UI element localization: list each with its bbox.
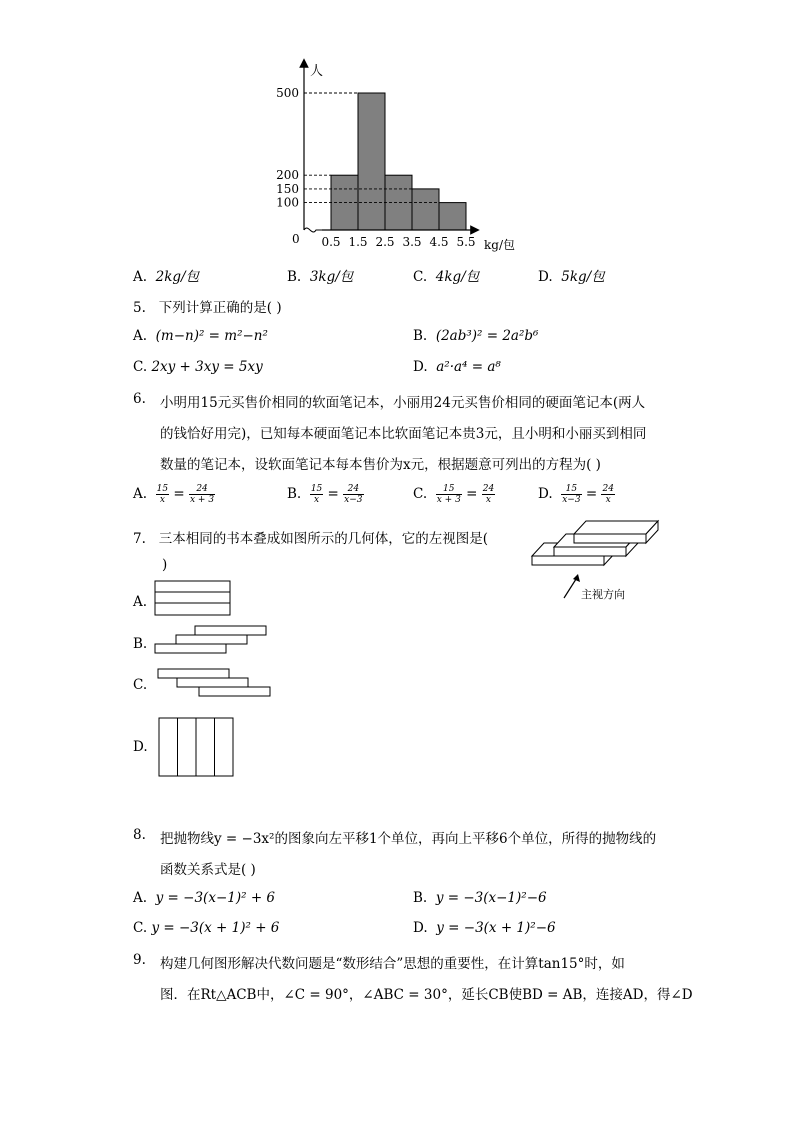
q7-option-c-figure[interactable] <box>155 667 273 699</box>
q7-option-b-label[interactable]: B. <box>133 636 148 652</box>
q7-stem: 7. 三本相同的书本叠成如图所示的几何体，它的左视图是( <box>133 531 489 547</box>
q5-option-a[interactable]: A. (m−n)² = m²−n² <box>133 328 268 344</box>
q4-option-c[interactable]: C. 4kg/包 <box>413 269 480 285</box>
q8-line-1: 把抛物线y = −3x²的图象向左平移1个单位，再向上平移6个单位，所得的抛物线的 <box>160 831 657 847</box>
histogram-chart <box>270 55 530 260</box>
q7-option-a-figure[interactable] <box>153 580 233 618</box>
origin-label: 0 <box>292 232 300 246</box>
q7-view-label: 主视方向 <box>581 588 625 601</box>
histogram-bar <box>412 189 439 230</box>
q6-option-d[interactable]: D. $\frac{15}{x-3}$ = $\frac{24}{x}$ <box>538 484 614 505</box>
q6-line-1: 小明用15元买售价相同的软面笔记本，小丽用24元买售价相同的硬面笔记本(两人 <box>160 395 646 411</box>
histogram-bar <box>358 93 385 230</box>
y-tick-label: 150 <box>276 181 299 196</box>
histogram-bar <box>439 203 466 230</box>
q4-option-a[interactable]: A. 2kg/包 <box>133 269 200 285</box>
q5-option-c[interactable]: C. 2xy + 3xy = 5xy <box>133 359 263 375</box>
q8-option-d[interactable]: D. y = −3(x + 1)²−6 <box>413 920 556 936</box>
q8-number: 8. <box>133 827 146 843</box>
y-tick-label: 100 <box>276 195 299 210</box>
q9-line-1: 构建几何图形解决代数问题是“数形结合”思想的重要性，在计算tan15°时，如 <box>160 956 625 972</box>
q8-option-a[interactable]: A. y = −3(x−1)² + 6 <box>133 890 276 906</box>
q7-option-d-figure[interactable] <box>157 716 235 778</box>
q6-option-c[interactable]: C. $\frac{15}{x + 3}$ = $\frac{24}{x}$ <box>413 484 495 505</box>
q6-number: 6. <box>133 391 146 407</box>
y-tick-label: 200 <box>276 168 299 183</box>
q6-line-2: 的钱恰好用完)，已知每本硬面笔记本比软面笔记本贵3元，且小明和小丽买到相同 <box>160 426 647 442</box>
q7-option-a-label[interactable]: A. <box>133 594 148 610</box>
q4-option-d[interactable]: D. 5kg/包 <box>538 269 605 285</box>
q6-line-3: 数量的笔记本，设软面笔记本每本售价为x元，根据题意可列出的方程为( ) <box>160 457 601 473</box>
y-axis-label: 人 <box>310 64 324 79</box>
q8-line-2: 函数关系式是( ) <box>160 862 256 878</box>
q4-option-b[interactable]: B. 3kg/包 <box>287 269 354 285</box>
q6-option-a[interactable]: A. $\frac{15}{x}$ = $\frac{24}{x + 3}$ <box>133 484 215 505</box>
x-tick-label: 3.5 <box>402 235 422 249</box>
q7-option-c-label[interactable]: C. <box>133 677 148 693</box>
x-tick-label: 2.5 <box>375 235 395 249</box>
q8-option-b[interactable]: B. y = −3(x−1)²−6 <box>413 890 547 906</box>
q5-stem: 5. 下列计算正确的是( ) <box>133 300 282 316</box>
q6-option-b[interactable]: B. $\frac{15}{x}$ = $\frac{24}{x-3}$ <box>287 484 363 505</box>
x-tick-label: 4.5 <box>429 235 449 249</box>
axis-break <box>304 228 322 232</box>
x-axis-label: kg/包 <box>484 238 515 252</box>
q9-line-2: 图．在Rt△ACB中，∠C = 90°，∠ABC = 30°，延长CB使BD = AB，连接AD，得∠D <box>160 987 693 1003</box>
x-tick-label: 0.5 <box>321 235 341 249</box>
q7-option-d-label[interactable]: D. <box>133 739 148 755</box>
x-tick-label: 1.5 <box>348 235 368 249</box>
q7-option-b-figure[interactable] <box>153 624 269 656</box>
q8-option-c[interactable]: C. y = −3(x + 1)² + 6 <box>133 920 280 936</box>
y-tick-label: 500 <box>276 86 299 100</box>
q9-number: 9. <box>133 952 146 968</box>
q7-stem-end: ) <box>162 557 168 573</box>
x-tick-label: 5.5 <box>456 235 476 249</box>
q5-option-b[interactable]: B. (2ab³)² = 2a²b⁶ <box>413 328 539 344</box>
q5-option-d[interactable]: D. a²·a⁴ = a⁸ <box>413 359 501 375</box>
